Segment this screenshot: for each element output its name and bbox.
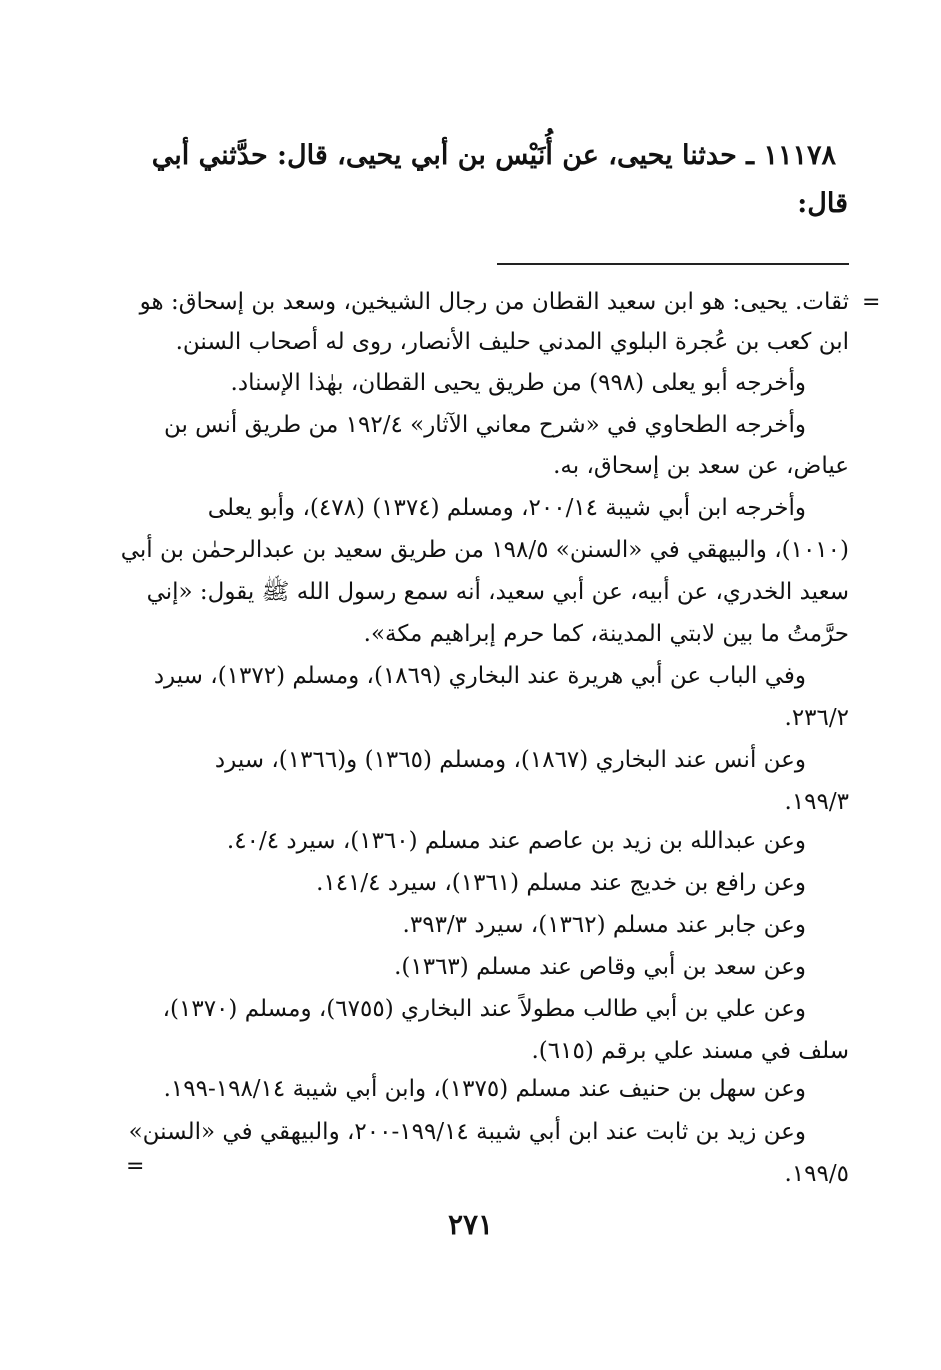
footnote-line: وأخرجه ابن أبي شيبة ٢٠٠/١٤، ومسلم (١٣٧٤) (٤٧٨)، وأبو يعلى [207,495,806,521]
hadith-line-2: قال: [797,188,848,219]
footnote-next-page-marker: = [126,1154,145,1179]
footnote-continuation-marker: = [862,290,881,315]
page-number: ٢٧١ [447,1208,494,1241]
footnote-line: حرَّمتُ ما بين لابتي المدينة، كما حرم إبراهيم مكة». [363,621,849,647]
footnote-line: ثقات. يحيى: هو ابن سعيد القطان من رجال الشيخين، وسعد بن إسحاق: هو [139,289,849,315]
footnote-line: وفي الباب عن أبي هريرة عند البخاري (١٨٦٩)، ومسلم (١٣٧٢)، سيرد [153,663,806,689]
footnote-line: ابن كعب بن عُجرة البلوي المدني حليف الأنصار، روى له أصحاب السنن. [175,329,849,355]
footnote-line: وأخرجه أبو يعلى (٩٩٨) من طريق يحيى القطان، بهٰذا الإسناد. [230,370,806,396]
footnote-line: وعن سهل بن حنيف عند مسلم (١٣٧٥)، وابن أبي شيبة ١٩٨/١٤-١٩٩. [163,1076,806,1102]
footnote-line: عياض، عن سعد بن إسحاق، به. [553,453,849,479]
footnote-line: (١٠١٠)، والبيهقي في «السنن» ١٩٨/٥ من طريق سعيد بن عبدالرحمٰن بن أبي [120,537,849,563]
footnote-line: وعن سعد بن أبي وقاص عند مسلم (١٣٦٣). [394,954,806,980]
footnote-line: ١٩٩/٥. [784,1161,849,1187]
footnote-line: وعن عبدالله بن زيد بن عاصم عند مسلم (١٣٦٠)، سيرد ٤٠/٤. [226,828,806,854]
footnote-line: وعن جابر عند مسلم (١٣٦٢)، سيرد ٣٩٣/٣. [402,912,806,938]
footnote-line: وعن علي بن أبي طالب مطولاً عند البخاري (٦٧٥٥)، ومسلم (١٣٧٠)، [162,996,806,1022]
footnote-divider [497,263,849,265]
footnote-line: ١٩٩/٣. [784,789,849,815]
footnote-line: وعن رافع بن خديج عند مسلم (١٣٦١)، سيرد ١٤١/٤. [316,870,806,896]
footnote-line: وعن زيد بن ثابت عند ابن أبي شيبة ١٩٩/١٤-٢٠٠، والبيهقي في «السنن» [128,1119,806,1145]
footnote-line: وأخرجه الطحاوي في «شرح معاني الآثار» ١٩٢/٤ من طريق أنس بن [163,412,806,438]
footnote-line: سعيد الخدري، عن أبيه، عن أبي سعيد، أنه سمع رسول الله ﷺ يقول: «إني [146,579,849,605]
footnote-line: وعن أنس عند البخاري (١٨٦٧)، ومسلم (١٣٦٥) و(١٣٦٦)، سيرد [214,747,806,773]
hadith-line-1: ١١١٧٨ ـ حدثنا يحيى، عن أُنَيْس بن أبي يحيى، قال: حدَّثني أبي [151,140,836,171]
footnote-line: ٢٣٦/٢. [784,705,849,731]
footnote-line: سلف في مسند علي برقم (٦١٥). [531,1038,849,1064]
